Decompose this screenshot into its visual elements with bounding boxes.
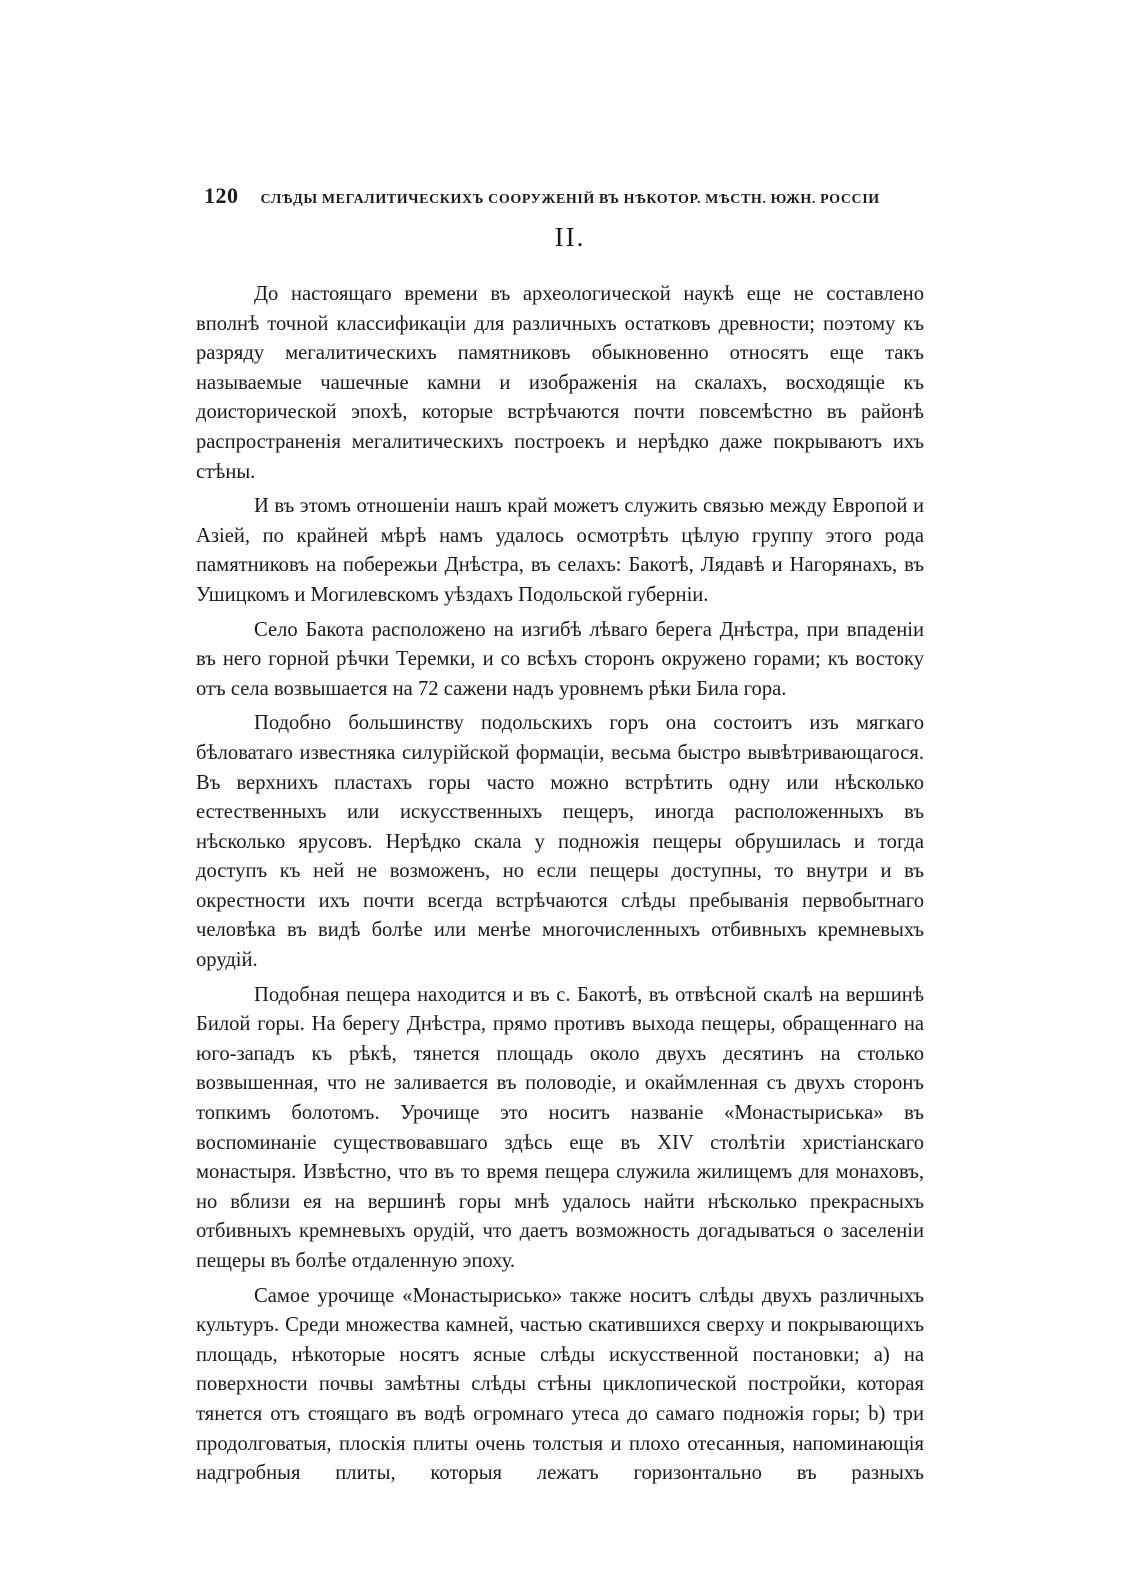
running-head [204,183,924,213]
paragraph-1: До настоящаго времени въ археологической наукѣ еще не составлено вполнѣ точной классификаціи для различныхъ остатковъ древности; поэтому къ разряду мегалитическихъ памятниковъ обыкновенно относятъ еще такъ называемые чашечные камни и изображенія на скалахъ, восходящіе къ доисторической эпохѣ, которые встрѣчаются почти повсемѣстно въ районѣ распространенія мегалитическихъ построекъ и нерѣдко даже покрываютъ ихъ стѣны. [196,283,924,483]
page-number: 120 [204,183,239,208]
body-text [196,280,924,1494]
paragraph-4: Подобно большинству подольскихъ горъ она состоитъ изъ мягкаго бѣловатаго известняка силурійской формаціи, весьма быстро вывѣтривающагося. Въ верхнихъ пластахъ горы часто можно встрѣтить одну или нѣсколько естественныхъ или искусственныхъ пещеръ, иногда расположенныхъ въ нѣсколько ярусовъ. Нерѣдко скала у подножія пещеры обрушилась и тогда доступъ къ ней не возможенъ, но если пещеры доступны, то внутри и въ окрестности ихъ почти всегда встрѣчаются слѣды пребыванія первобытнаго человѣка въ видѣ болѣе или менѣе многочисленныхъ отбивныхъ кремневыхъ орудій. [196,712,924,972]
paragraph-2: И въ этомъ отношеніи нашъ край можетъ служить связью между Европой и Азіей, по крайней мѣрѣ намъ удалось осмотрѣть цѣлую группу этого рода памятниковъ на побережьи Днѣстра, въ селахъ: Бакотѣ, Лядавѣ и Нагорянахъ, въ Ушицкомъ и Могилевскомъ уѣздахъ Подольской губерніи. [196,495,924,606]
running-title: СЛѢДЫ МЕГАЛИТИЧЕСКИХЪ СООРУЖЕНІЙ ВЪ НѢКОТОР. МѢСТН. ЮЖН. РОССІИ [260,192,880,207]
paragraph-3: Село Бакота расположено на изгибѣ лѣваго берега Днѣстра, при впаденіи въ него горной рѣчки Теремки, и со всѣхъ сторонъ окружено горами; къ востоку отъ села возвышается на 72 сажени надъ уровнемъ рѣки Била гора. [196,618,924,700]
paragraph-6: Самое урочище «Монастырисько» также носитъ слѣды двухъ различныхъ культуръ. Среди множества камней, частью скатившихся сверху и покрывающихъ площадь, нѣкоторые носятъ ясные слѣды искусственной постановки; a) на поверхности почвы замѣтны слѣды стѣны циклопической постройки, которая тянется отъ стоящаго въ водѣ огромнаго утеса до самаго подножія горы; b) три продолговатыя, плоскія плиты очень толстыя и плохо отесанныя, напоминающія надгробныя плиты, которыя лежатъ горизонтально въ разныхъ [196,1284,924,1485]
section-heading: II. [554,222,586,252]
paragraph-5: Подобная пещера находится и въ с. Бакотѣ, въ отвѣсной скалѣ на вершинѣ Билой горы. На берегу Днѣстра, прямо противъ выхода пещеры, обращеннаго на юго-западъ къ рѣкѣ, тянется площадь около двухъ десятинъ на столько возвышенная, что не заливается въ половодіе, и окаймленная съ двухъ сторонъ топкимъ болотомъ. Урочище это носитъ названіе «Монастыриська» въ воспоминаніе существовавшаго здѣсь еще въ XIV столѣтіи христіанскаго монастыря. Извѣстно, что въ то время пещера служила жилищемъ для монаховъ, но вблизи ея на вершинѣ горы мнѣ удалось найти нѣсколько прекрасныхъ отбивныхъ кремневыхъ орудій, что даетъ возможность догадываться о заселеніи пещеры въ болѣе отдаленную эпоху. [196,983,924,1272]
